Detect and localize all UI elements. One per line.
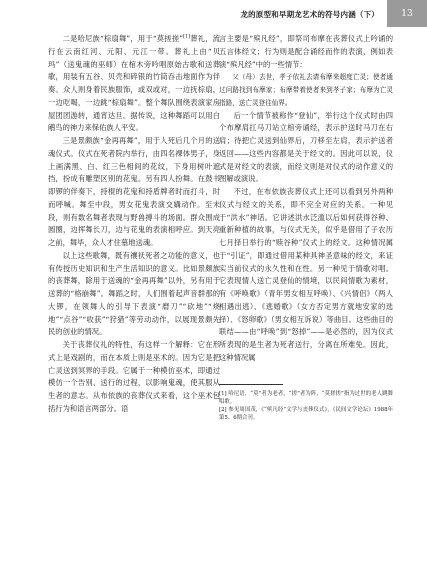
paragraph: 后一个情节被称作“登仙”，举行这个仪式时由四个布摩肩扛马刀站立棺旁诵经，表示护送时马刀在右肩；待把亡灵送到仙界后，刀移至左肩，表示护送者返回——这些内容都是关于经文的。因此可以说，仪式是对经文的表演，而经文则是对仪式的动作意义的图解或演说。: [219, 110, 393, 184]
paragraph: 三是景颇族“金再再舞”，用于人死后几个月的送魂仪式。仪式在死者院内举行，由四名裸体男子，身上画满黑、白、红三色相间的花纹，下身用树叶遮挡，扮成有雕塑区别的花鬼。另有四人扮舞。在鼓书即锣的伴奏下，持棍的花鬼和持盾牌者时而打斗，时而呼喊。舞至中段，男女花鬼表演交媾动作。至末段，则有数名舞者表现与野兽搏斗的场面。群众围成圆圈，边挥舞长刀，边与花鬼的表演相呼应。到天亮之前，舞毕，众人才住墓地送魂。: [48, 136, 220, 247]
quoted-verse: 父（母）去世，孝子依礼去请布摩来超度亡灵；使者通过问路找到布摩家；布摩带着使者来到孝子家；布摩为亡灵指路，送亡灵登往仙界。: [219, 73, 393, 107]
footnote-divider: [219, 384, 283, 385]
left-column: [48, 33, 220, 563]
footnote-ref: [1]: [182, 33, 191, 40]
paragraph: 以上这些歌舞，既有禳祆死者之功能的意义，也有传授历史知识和生产生活知识的意义。比如景颇族的丧葬舞，除用于送魂的“金再再舞”以外，另有用于送葬的“格崩舞”。舞蹈之时，人们围着起声音群那的大锣，在领舞人的引导下表演“磨刀”“砍地”“烧地”“点谷”“收获”“狩猎”等劳动动作，以展现景颇先民的创业的情况。: [48, 250, 220, 337]
running-title: 龙的原型和早期龙艺术的符号内涵（下）: [240, 10, 379, 19]
footnote: [2] 参见周国茂，《“殡凡经”文学与丧葬仪式》，《民间文学论坛》1988年第5、6期合刊。: [219, 406, 393, 422]
footnote: [1] 哈尼语，“莫”者为老者，“搓”者为阵，“莫搓搓”指为过世的老人跳舞唱歌。: [219, 390, 393, 405]
running-header: [0, 0, 427, 30]
page-number: 13: [387, 0, 427, 27]
paragraph: 关于丧葬仪礼的特性，有这样一个解释：它在形式上是戏剧的，而在本质上则是巫术的。因为它是把亡灵送到冥界的手段。它属于一种模仿巫术，即通过模仿一个告别、送行的过程，以影响鬼魂，使其服从生者的意志。从布依族的丧葬仪式来看，这个巫术包括行为和语言两部分。语: [48, 340, 220, 413]
paragraph: 不过，在布依族丧葬仪式上还可以看到另外两种仪式与经文的关系，即不完全对应的关系。一种见于“洪水”神话。它讲述洪水泛滥以后如何获得谷种、重新种植的故事，与仪式无关，似乎是借用了子农历七月择日举行的“赎谷种”仪式上的经文。这种情况属于“引证”，即通过借用某种具神圣意味的经文，来证实当前仪式的永久性和在性。另一种见于情歌对唱。它表现情人送亡灵登仙的情境，以民间情歌为素材，有《呼唤歌》（青年男女相互呼唤）、《兴情侣》（两人相遇出逃）、《逃婚歌》（女方否定男方就地安家的选择）、《怒卵歌》（男女相互诉说）等曲目。这些曲目的联结——由“呼唤”到“怒掉”——是必然的，因为仪式所表现的是生者为死者送行，分离在所难免。因此，这种情况属: [219, 187, 393, 362]
paragraph: 二是哈尼族“棕扇舞”，用于“莫搓搓”[1]葬礼，流行在云南红河、元阳、元江一带。葬礼上由“贝玛”（送鬼魂的巫师）在棺木旁吟唱原始古歌和送葬歌，用装有五谷、贝壳和碎银的竹筒吞击地面作为伴奏。众人则身着民族服饰，或双或对，一边抚棕扇，一边吃喝，一边跳“棕扇舞”。整个舞队围绕表演家房屋团团游转，通宵达旦。据传说，这种舞蹈可以用白鹇鸟的神力来保佑族人平安。: [48, 33, 220, 133]
paragraph: 言主要是“殡凡经”，即祭司布摩在丧葬仪式上吟诵的五言体经文；行为则是配合诵经而作的表演，例如表演“殡凡经”中的一些情节：: [219, 34, 393, 69]
right-column: [219, 33, 393, 563]
